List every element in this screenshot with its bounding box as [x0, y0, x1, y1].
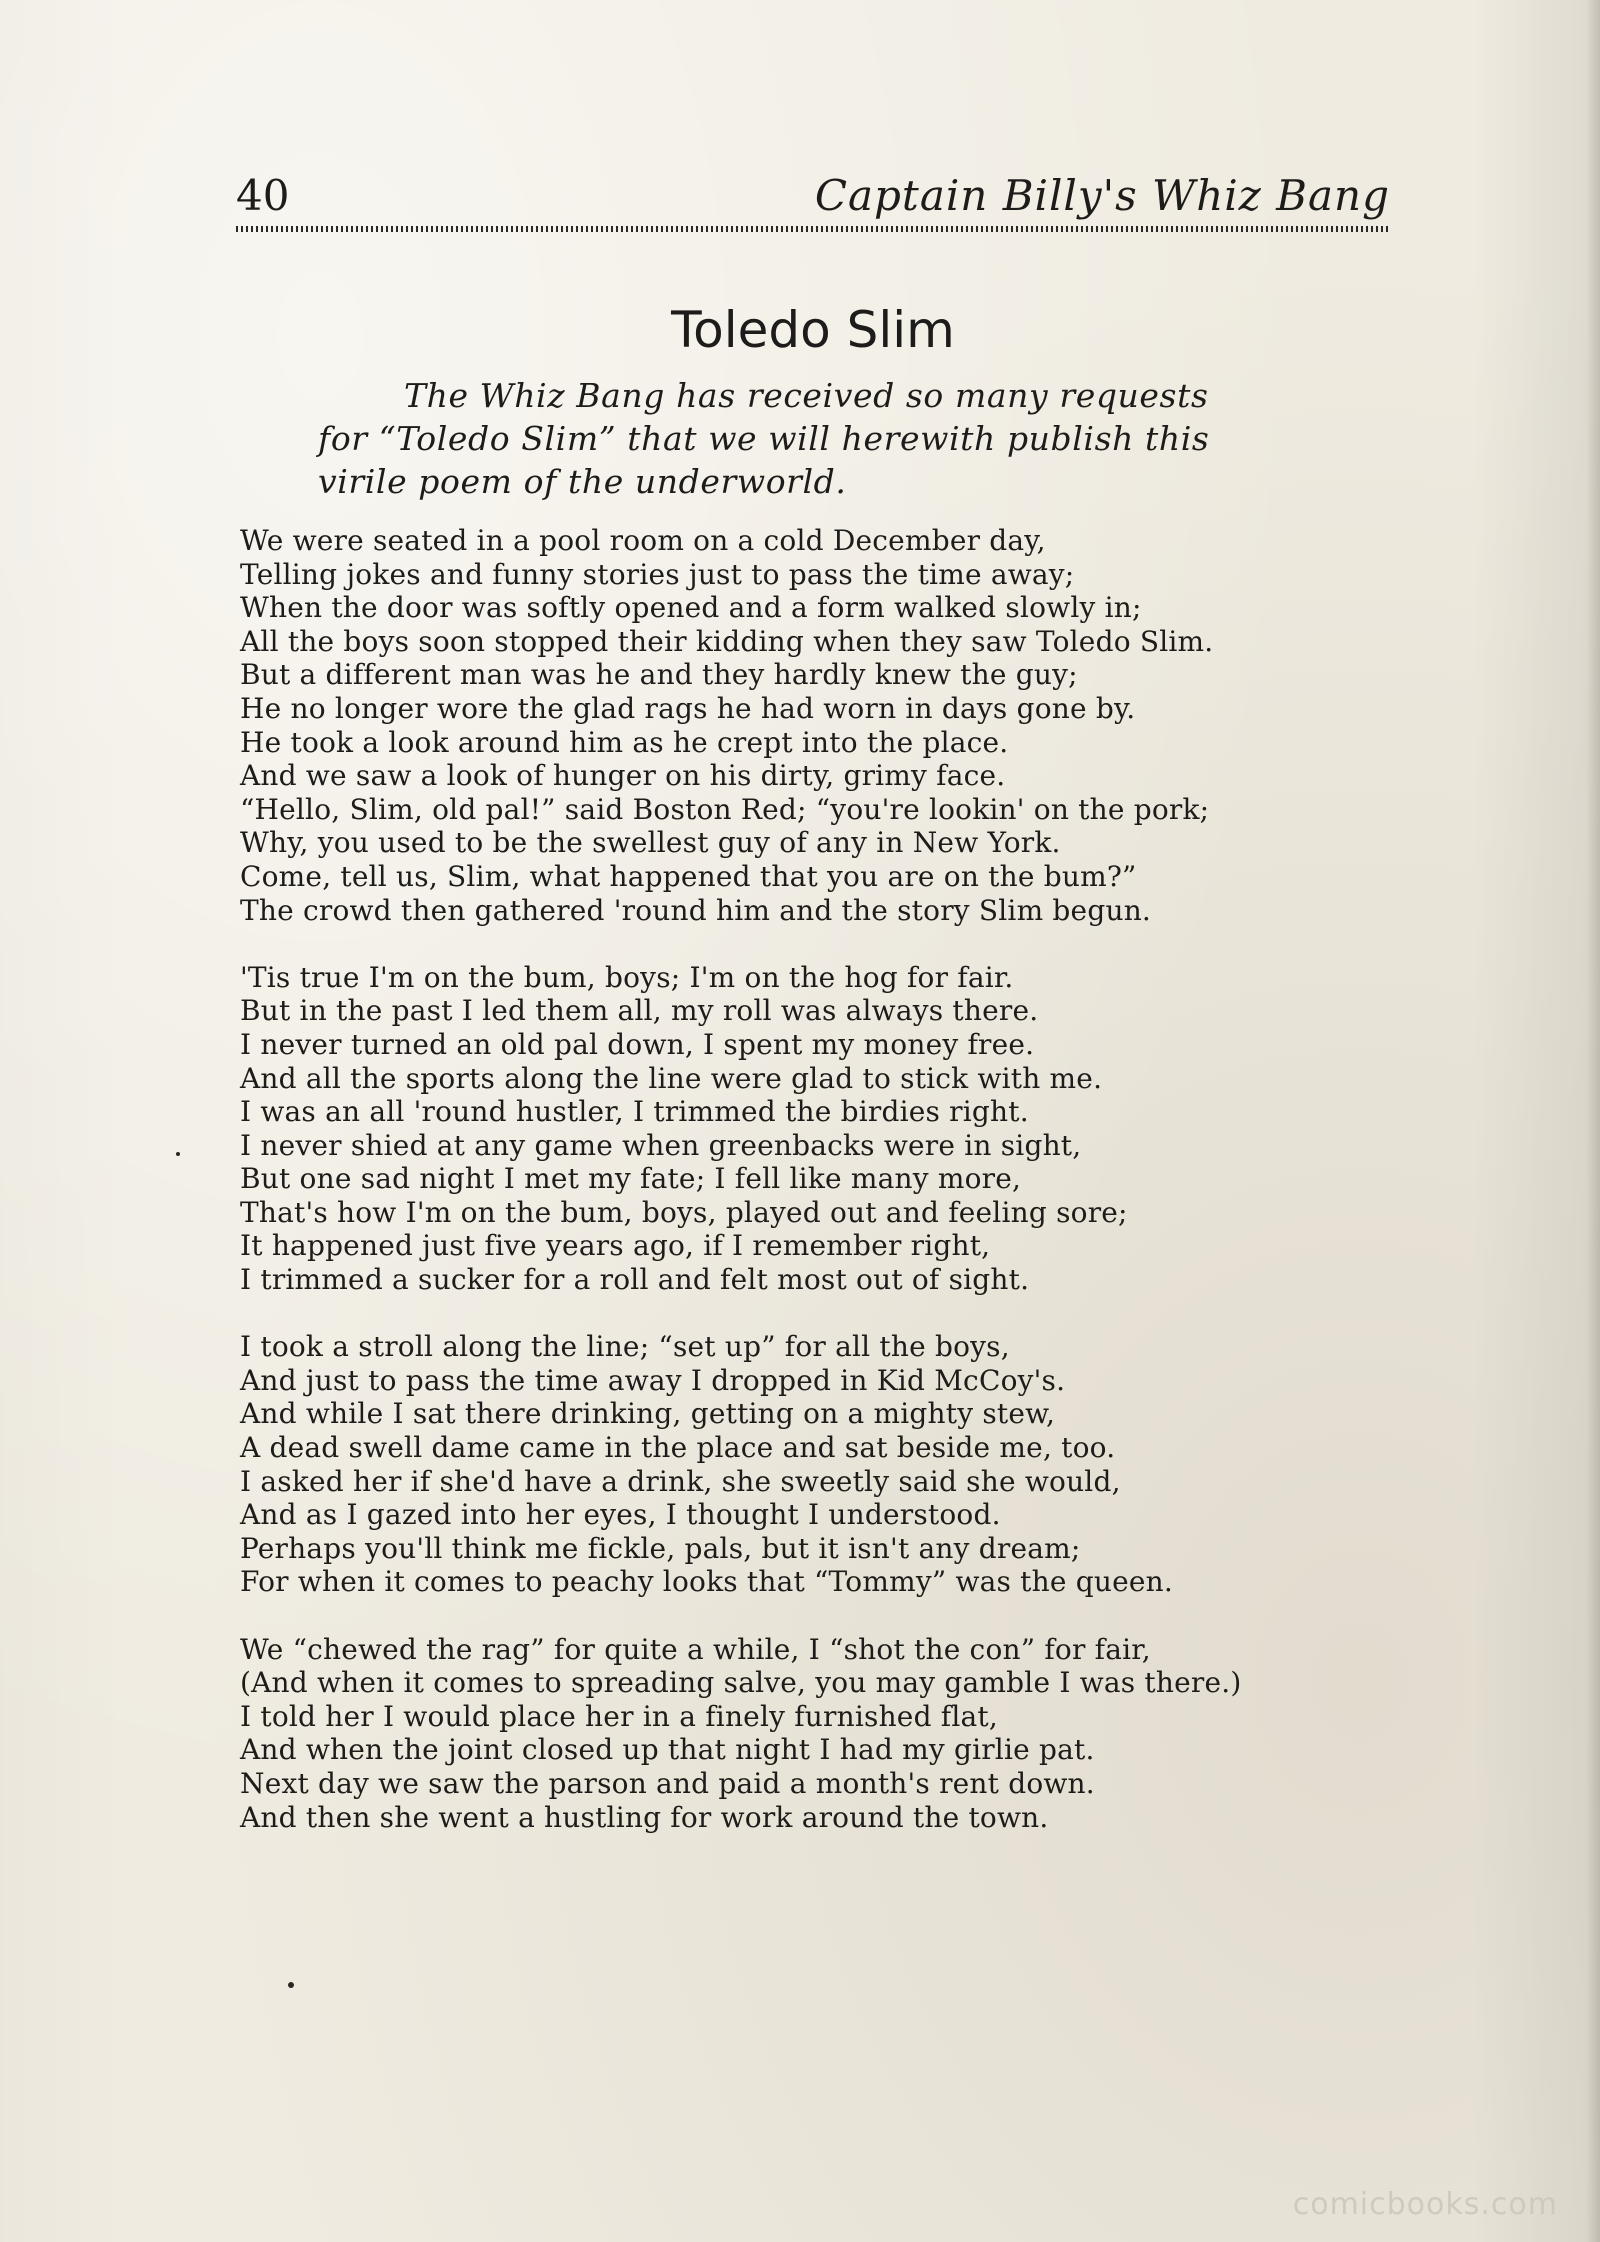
intro-line: for “Toledo Slim” that we will herewith publish this	[318, 419, 1210, 458]
poem-line: Why, you used to be the swellest guy of any in New York.	[240, 826, 1061, 860]
poem-line: All the boys soon stopped their kidding when they saw Toledo Slim.	[240, 624, 1214, 658]
poem-title: Toledo Slim	[671, 301, 955, 359]
poem-line: But one sad night I met my fate; I fell like many more,	[240, 1162, 1022, 1196]
poem-line: And as I gazed into her eyes, I thought I understood.	[240, 1498, 1001, 1532]
poem-line: Telling jokes and funny stories just to pass the time away;	[240, 557, 1075, 591]
poem-line: Next day we saw the parson and paid a month's rent down.	[240, 1766, 1095, 1800]
stanza-2	[240, 961, 1394, 1297]
intro-note	[318, 374, 1328, 503]
poem-line: (And when it comes to spreading salve, you may gamble I was there.)	[240, 1666, 1242, 1700]
poem-line: I trimmed a sucker for a roll and felt most out of sight.	[240, 1263, 1030, 1297]
site-watermark: comicbooks.com	[1292, 2187, 1558, 2222]
ink-speck	[176, 1152, 180, 1156]
poem-line: And while I sat there drinking, getting on a mighty stew,	[240, 1397, 1056, 1431]
poem-line: He no longer wore the glad rags he had worn in days gone by.	[240, 691, 1136, 725]
poem-line: I took a stroll along the line; “set up” for all the boys,	[240, 1330, 1010, 1364]
poem-line: That's how I'm on the bum, boys, played out and feeling sore;	[240, 1195, 1128, 1229]
poem-line: For when it comes to peachy looks that “Tommy” was the queen.	[240, 1565, 1173, 1599]
poem-line: I never turned an old pal down, I spent my money free.	[240, 1027, 1035, 1061]
intro-line: virile poem of the underworld.	[318, 462, 847, 501]
poem-line: He took a look around him as he crept into the place.	[240, 725, 1009, 759]
running-title: Captain Billy's Whiz Bang	[814, 171, 1390, 220]
poem-line: And just to pass the time away I dropped in Kid McCoy's.	[240, 1363, 1066, 1397]
poem-line: A dead swell dame came in the place and sat beside me, too.	[240, 1431, 1116, 1465]
poem-line: We were seated in a pool room on a cold December day,	[240, 524, 1046, 557]
poem-line: It happened just five years ago, if I remember right,	[240, 1229, 991, 1263]
poem-line: When the door was softly opened and a form walked slowly in;	[240, 591, 1142, 625]
poem-line: I asked her if she'd have a drink, she sweetly said she would,	[240, 1464, 1121, 1498]
poem-line: And we saw a look of hunger on his dirty, grimy face.	[240, 759, 1006, 793]
poem-line: And when the joint closed up that night I had my girlie pat.	[240, 1733, 1095, 1767]
poem-line: “Hello, Slim, old pal!” said Boston Red; “you're lookin' on the pork;	[240, 792, 1210, 826]
poem-line: And then she went a hustling for work around the town.	[240, 1800, 1049, 1834]
poem-line: But in the past I led them all, my roll was always there.	[240, 994, 1039, 1028]
stanza-1	[240, 524, 1394, 927]
stanza-3	[240, 1330, 1394, 1599]
poem-line: Perhaps you'll think me fickle, pals, but it isn't any dream;	[240, 1531, 1081, 1565]
poem-line: We “chewed the rag” for quite a while, I “shot the con” for fair,	[240, 1632, 1151, 1666]
poem-line: The crowd then gathered 'round him and the story Slim begun.	[240, 893, 1152, 927]
poem-line: I told her I would place her in a finely furnished flat,	[240, 1699, 998, 1733]
poem-line: I was an all 'round hustler, I trimmed the birdies right.	[240, 1095, 1029, 1129]
poem-body	[240, 524, 1394, 1868]
page-number: 40	[236, 171, 290, 220]
poem-line: But a different man was he and they hardly knew the guy;	[240, 658, 1078, 692]
page-edge-shadow	[1586, 0, 1600, 2242]
ink-speck	[288, 1982, 294, 1988]
stanza-4	[240, 1633, 1394, 1835]
poem-line: Come, tell us, Slim, what happened that you are on the bum?”	[240, 859, 1137, 893]
poem-line: I never shied at any game when greenbacks were in sight,	[240, 1128, 1082, 1162]
header-rule	[236, 226, 1390, 232]
poem-line: And all the sports along the line were glad to stick with me.	[240, 1061, 1103, 1095]
page-header	[236, 170, 1390, 222]
intro-line: The Whiz Bang has received so many requests	[404, 376, 1209, 415]
poem-line: 'Tis true I'm on the bum, boys; I'm on the hog for fair.	[240, 960, 1014, 994]
